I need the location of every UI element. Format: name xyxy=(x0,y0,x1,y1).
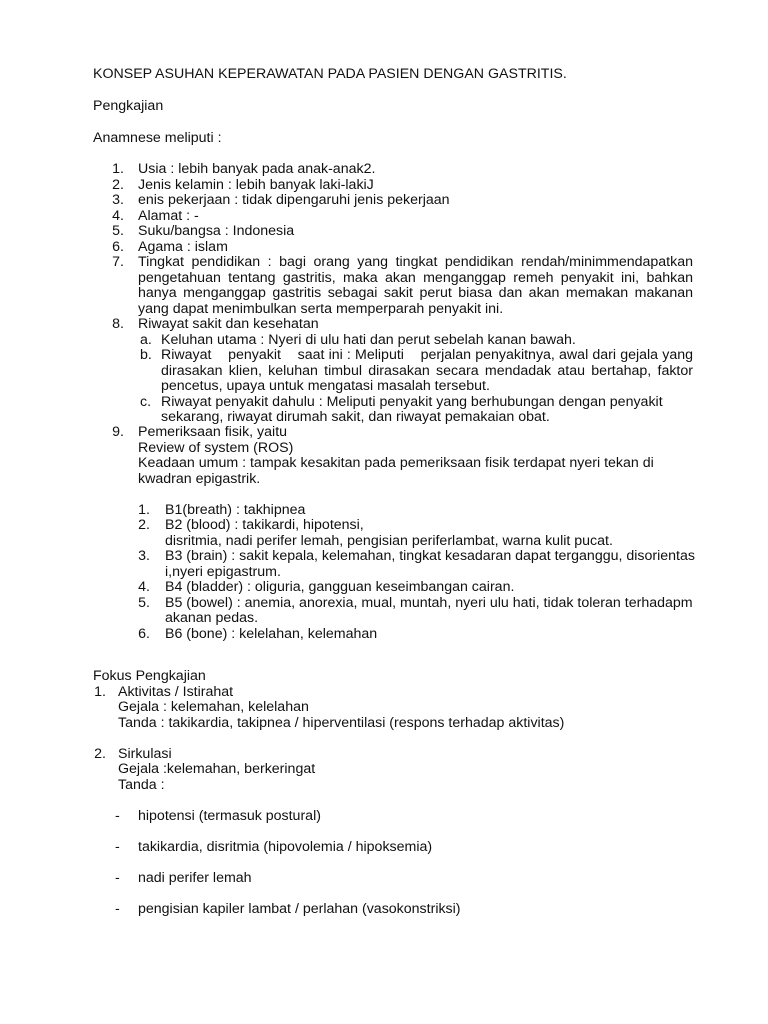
fokus-heading: Fokus Pengkajian xyxy=(93,668,206,684)
sublist-item-line: sekarang, riwayat dirumah sakit, dan riwayat pemakaian obat. xyxy=(161,409,550,425)
list-item-line: Tingkat pendidikan : bagi orang yang tingkat pendidikan rendah/minimmendapatkan xyxy=(138,254,693,270)
sublist-item-line: pencetus, upaya untuk mengatasi masalah tersebut. xyxy=(161,378,490,394)
document-title: KONSEP ASUHAN KEPERAWATAN PADA PASIEN DENGAN GASTRITIS. xyxy=(93,66,567,82)
list-number: 2. xyxy=(94,746,106,762)
list-number: 4. xyxy=(138,579,150,595)
ros-item: B4 (bladder) : oliguria, gangguan keseimbangan cairan. xyxy=(165,579,515,595)
sublist-letter: a. xyxy=(140,332,152,348)
list-item-line: hanya menganggap gastritis sebagai sakit perut biasa dan akan memakan makanan xyxy=(138,285,693,301)
list-number: 6. xyxy=(138,626,150,642)
fokus-title: Aktivitas / Istirahat xyxy=(118,684,234,700)
bullet-item: takikardia, disritmia (hipovolemia / hipoksemia) xyxy=(138,839,433,855)
list-item: Riwayat sakit dan kesehatan xyxy=(138,316,319,332)
sublist-item: Keluhan utama : Nyeri di ulu hati dan perut sebelah kanan bawah. xyxy=(161,332,576,348)
ros-heading: Review of system (ROS) xyxy=(138,440,294,456)
list-number: 2. xyxy=(138,517,150,533)
bullet-marker: - xyxy=(115,839,120,855)
ros-item: B5 (bowel) : anemia, anorexia, mual, muntah, nyeri ulu hati, tidak toleran terhadapm xyxy=(165,595,693,611)
list-item: Pemeriksaan fisik, yaitu xyxy=(138,424,288,440)
sublist-item-line: Riwayat penyakit saat ini : Meliputi perjalan penyakitnya, awal dari gejala yang xyxy=(161,347,693,363)
fokus-tanda: Tanda : xyxy=(118,777,165,793)
list-number: 4. xyxy=(112,208,124,224)
list-number: 6. xyxy=(112,239,124,255)
sublist-letter: c. xyxy=(140,394,152,410)
list-number: 1. xyxy=(112,161,124,177)
list-number: 1. xyxy=(94,684,106,700)
sublist-item-line: Riwayat penyakit dahulu : Meliputi penyakit yang berhubungan dengan penyakit xyxy=(161,394,663,410)
list-item-line: pengetahuan tentang gastritis, maka akan menganggap remeh penyakit ini, bahkan xyxy=(138,270,693,286)
list-number: 3. xyxy=(112,192,124,208)
list-number: 2. xyxy=(112,177,124,193)
bullet-marker: - xyxy=(115,901,120,917)
ros-item: B3 (brain) : sakit kepala, kelemahan, tingkat kesadaran dapat terganggu, disorientas xyxy=(165,548,695,564)
bullet-item: hipotensi (termasuk postural) xyxy=(138,808,321,824)
list-item: Alamat : - xyxy=(138,208,199,224)
fokus-tanda: Tanda : takikardia, takipnea / hiperventilasi (respons terhadap aktivitas) xyxy=(118,715,565,731)
list-number: 1. xyxy=(138,502,150,518)
ros-item: B6 (bone) : kelelahan, kelemahan xyxy=(165,626,378,642)
ros-item-line: i,nyeri epigastrum. xyxy=(165,564,281,580)
ros-item-line: akanan pedas. xyxy=(165,610,259,626)
bullet-item: pengisian kapiler lambat / perlahan (vasokonstriksi) xyxy=(138,901,461,917)
list-number: 5. xyxy=(138,595,150,611)
list-number: 9. xyxy=(112,424,124,440)
keadaan-umum: kwadran epigastrik. xyxy=(138,471,261,487)
list-item: Usia : lebih banyak pada anak-anak2. xyxy=(138,161,376,177)
list-item: Jenis kelamin : lebih banyak laki-lakiJ xyxy=(138,177,374,193)
ros-item: B2 (blood) : takikardi, hipotensi, xyxy=(165,517,364,533)
list-item: Suku/bangsa : Indonesia xyxy=(138,223,295,239)
bullet-marker: - xyxy=(115,808,120,824)
list-number: 8. xyxy=(112,316,124,332)
list-item: enis pekerjaan : tidak dipengaruhi jenis pekerjaan xyxy=(138,192,450,208)
list-item: Agama : islam xyxy=(138,239,228,255)
list-item-line: yang dapat menimbulkan serta memperparah penyakit ini. xyxy=(138,301,504,317)
list-number: 3. xyxy=(138,548,150,564)
fokus-gejala: Gejala : kelemahan, kelelahan xyxy=(118,699,309,715)
ros-item: B1(breath) : takhipnea xyxy=(165,502,306,518)
list-number: 7. xyxy=(112,254,124,270)
keadaan-umum: Keadaan umum : tampak kesakitan pada pemeriksaan fisik terdapat nyeri tekan di xyxy=(138,455,654,471)
sublist-item-line: dirasakan klien, keluhan timbul dirasakan secara mendadak atau bertahap, faktor xyxy=(161,363,693,379)
list-number: 5. xyxy=(112,223,124,239)
anamnese-heading: Anamnese meliputi : xyxy=(93,130,222,146)
bullet-marker: - xyxy=(115,870,120,886)
sublist-letter: b. xyxy=(140,347,152,363)
fokus-title: Sirkulasi xyxy=(118,746,172,762)
bullet-item: nadi perifer lemah xyxy=(138,870,252,886)
fokus-gejala: Gejala :kelemahan, berkeringat xyxy=(118,761,316,777)
section-heading-pengkajian: Pengkajian xyxy=(93,98,164,114)
ros-item-line: disritmia, nadi perifer lemah, pengisian periferlambat, warna kulit pucat. xyxy=(165,533,613,549)
